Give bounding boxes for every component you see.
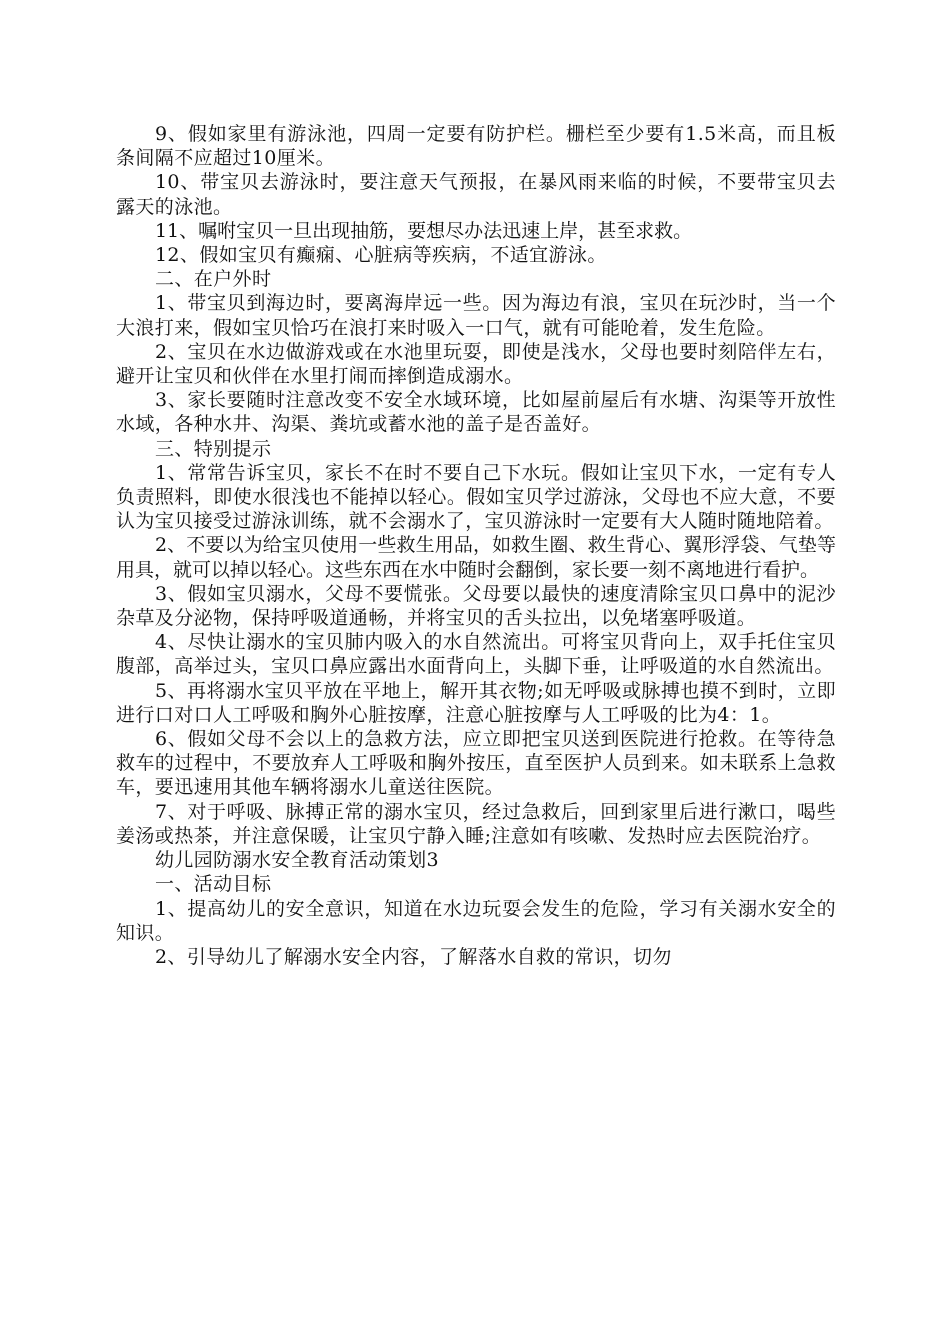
- paragraph-waterside-games: 2、宝贝在水边做游戏或在水池里玩耍，即使是浅水，父母也要时刻陪伴左右，避开让宝贝和伙伴在水里打闹而摔倒造成溺水。: [116, 340, 836, 388]
- paragraph-drain-water: 4、尽快让溺水的宝贝肺内吸入的水自然流出。可将宝贝背向上，双手托住宝贝腹部，高举过头，宝贝口鼻应露出水面背向上，头脚下垂，让呼吸道的水自然流出。: [116, 631, 836, 678]
- paragraph-goal-awareness: 1、提高幼儿的安全意识，知道在水边玩耍会发生的危险，学习有关溺水安全的知识。: [116, 897, 836, 944]
- paragraph-pool-fence: 9、假如家里有游泳池，四周一定要有防护栏。栅栏至少要有1.5米高，而且板条间隔不应超过10厘米。: [116, 123, 836, 170]
- paragraph-safety-gear: 2、不要以为给宝贝使用一些救生用品，如救生圈、救生背心、翼形浮袋、气垫等用具，就可以掉以轻心。这些东西在水中随时会翻倒，家长要一刻不离地进行看护。: [116, 534, 836, 581]
- paragraph-cramp-advice: 11、嘱咐宝贝一旦出现抽筋，要想尽办法迅速上岸，甚至求救。: [154, 219, 693, 242]
- section-heading-goals: 一、活动目标: [154, 873, 272, 896]
- paragraph-weather-forecast: 10、带宝贝去游泳时，要注意天气预报，在暴风雨来临的时候，不要带宝贝去露天的泳池。: [116, 171, 836, 218]
- paragraph-supervision: 1、常常告诉宝贝，家长不在时不要自己下水玩。假如让宝贝下水，一定有专人负责照料，即使水很浅也不能掉以轻心。假如宝贝学过游泳，父母也不应大意，不要认为宝贝接受过游泳训练，就不会溺水了，宝贝游泳时一定要有大人随时随地陪着。: [116, 461, 836, 533]
- paragraph-cpr: 5、再将溺水宝贝平放在平地上，解开其衣物;如无呼吸或脉搏也摸不到时，立即进行口对口人工呼吸和胸外心脏按摩，注意心脏按摩与人工呼吸的比为4：1。: [116, 679, 836, 726]
- paragraph-hospital: 6、假如父母不会以上的急救方法，应立即把宝贝送到医院进行抢救。在等待急救车的过程中，不要放弃人工呼吸和胸外按压，直至医护人员到来。如未联系上急救车，要迅速用其他车辆将溺水儿童送往医院。: [116, 728, 836, 799]
- paragraph-unsafe-waters: 3、家长要随时注意改变不安全水域环境，比如屋前屋后有水塘、沟渠等开放性水域，各种水井、沟渠、粪坑或蓄水池的盖子是否盖好。: [116, 389, 836, 436]
- section-heading-outdoors: 二、在户外时: [154, 268, 272, 291]
- plan-title: 幼儿园防溺水安全教育活动策划3: [154, 849, 440, 872]
- paragraph-aftercare: 7、对于呼吸、脉搏正常的溺水宝贝，经过急救后，回到家里后进行漱口，喝些姜汤或热茶，并注意保暖，让宝贝宁静入睡;注意如有咳嗽、发热时应去医院治疗。: [116, 800, 836, 847]
- paragraph-seaside: 1、带宝贝到海边时，要离海岸远一些。因为海边有浪，宝贝在玩沙时，当一个大浪打来，假如宝贝恰巧在浪打来时吸入一口气，就有可能呛着，发生危险。: [116, 292, 836, 339]
- paragraph-illness-warning: 12、假如宝贝有癫痫、心脏病等疾病，不适宜游泳。: [154, 244, 607, 267]
- paragraph-clear-airway: 3、假如宝贝溺水，父母不要慌张。父母要以最快的速度清除宝贝口鼻中的泥沙杂草及分泌物，保持呼吸道通畅，并将宝贝的舌头拉出，以免堵塞呼吸道。: [116, 582, 836, 630]
- document-body: [116, 122, 836, 969]
- section-heading-special-tips: 三、特别提示: [154, 437, 272, 460]
- paragraph-goal-self-rescue: 2、引导幼儿了解溺水安全内容，了解落水自救的常识，切勿: [154, 945, 672, 968]
